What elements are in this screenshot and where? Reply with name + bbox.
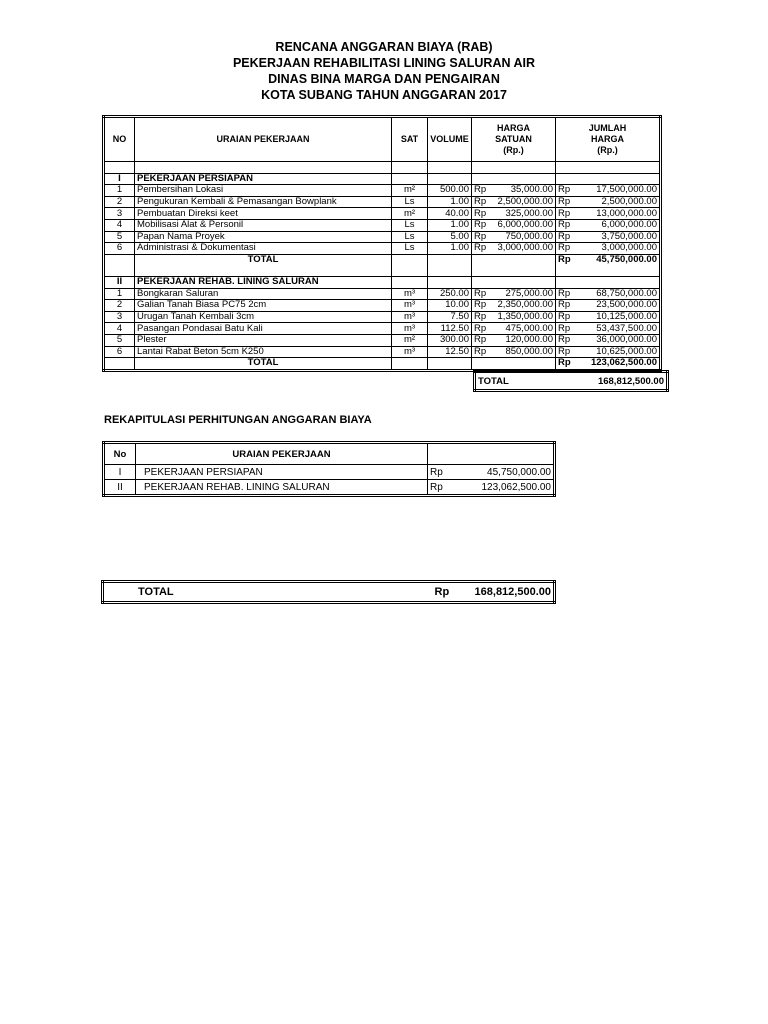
item-jumlah-currency: Rp xyxy=(556,346,574,358)
item-jumlah-currency: Rp xyxy=(556,311,574,323)
item-sat: Ls xyxy=(392,231,428,243)
section-no: II xyxy=(104,276,135,288)
rekap-row-uraian: PEKERJAAN REHAB. LINING SALURAN xyxy=(136,480,428,496)
item-jumlah-currency: Rp xyxy=(556,334,574,346)
table-row xyxy=(104,323,661,335)
section-total-label: TOTAL xyxy=(135,358,392,371)
item-harga-satuan: 2,500,000.00 xyxy=(491,196,556,208)
final-total-label: TOTAL xyxy=(138,586,174,598)
grand-total-label: TOTAL xyxy=(478,375,509,387)
item-uraian: Lantai Rabat Beton 5cm K250 xyxy=(135,346,392,358)
final-total-box xyxy=(101,580,556,604)
section-name: PEKERJAAN REHAB. LINING SALURAN xyxy=(135,276,392,288)
spacer-cell xyxy=(135,265,392,276)
item-uraian: Administrasi & Dokumentasi xyxy=(135,243,392,255)
item-jumlah-currency: Rp xyxy=(556,231,574,243)
table-cell xyxy=(491,254,556,265)
table-cell xyxy=(472,276,491,288)
section-header-row xyxy=(104,173,661,185)
header-harga-line-2: SATUAN xyxy=(495,134,532,144)
item-no: 2 xyxy=(104,300,135,312)
spacer-row xyxy=(104,265,661,276)
grand-total-value: 168,812,500.00 xyxy=(597,375,664,387)
item-harga-satuan: 475,000.00 xyxy=(491,323,556,335)
item-harga-satuan: 850,000.00 xyxy=(491,346,556,358)
final-total-rp: Rp xyxy=(434,586,450,598)
table-row xyxy=(104,480,555,496)
table-cell xyxy=(392,358,428,371)
section-total-value: 123,062,500.00 xyxy=(574,358,661,371)
table-row xyxy=(104,346,661,358)
table-row xyxy=(104,219,661,231)
table-cell xyxy=(428,358,472,371)
item-harga-satuan: 275,000.00 xyxy=(491,288,556,300)
rekap-row-value: 123,062,500.00 xyxy=(458,480,555,496)
rekap-row-rp: Rp xyxy=(428,480,458,496)
rekap-header-uraian: URAIAN PEKERJAAN xyxy=(136,443,428,465)
item-uraian: Galian Tanah Biasa PC75 2cm xyxy=(135,300,392,312)
item-sat: Ls xyxy=(392,219,428,231)
rekap-row-rp: Rp xyxy=(428,465,458,480)
item-no: 6 xyxy=(104,243,135,255)
item-jumlah-harga: 36,000,000.00 xyxy=(574,334,661,346)
item-jumlah-currency: Rp xyxy=(556,185,574,197)
table-row xyxy=(104,311,661,323)
item-sat: m³ xyxy=(392,346,428,358)
item-no: 5 xyxy=(104,334,135,346)
item-jumlah-harga: 10,625,000.00 xyxy=(574,346,661,358)
rekap-title: REKAPITULASI PERHITUNGAN ANGGARAN BIAYA xyxy=(104,414,372,426)
table-row xyxy=(104,243,661,255)
item-no: 4 xyxy=(104,323,135,335)
item-harga-currency: Rp xyxy=(472,334,491,346)
rekap-header-no: No xyxy=(104,443,136,465)
item-no: 2 xyxy=(104,196,135,208)
table-row xyxy=(104,288,661,300)
grand-total-box xyxy=(473,370,669,392)
item-volume: 300.00 xyxy=(428,334,472,346)
item-volume: 5.00 xyxy=(428,231,472,243)
item-harga-currency: Rp xyxy=(472,346,491,358)
table-header-row xyxy=(104,117,661,162)
item-harga-currency: Rp xyxy=(472,300,491,312)
item-volume: 112.50 xyxy=(428,323,472,335)
rekap-row-no: II xyxy=(104,480,136,496)
header-uraian: URAIAN PEKERJAAN xyxy=(135,117,392,162)
spacer-row xyxy=(104,162,661,174)
spacer-cell xyxy=(472,265,491,276)
header-volume: VOLUME xyxy=(428,117,472,162)
item-harga-currency: Rp xyxy=(472,196,491,208)
table-row xyxy=(104,334,661,346)
item-jumlah-harga: 6,000,000.00 xyxy=(574,219,661,231)
section-header-row xyxy=(104,276,661,288)
item-uraian: Mobilisasi Alat & Personil xyxy=(135,219,392,231)
table-cell xyxy=(574,173,661,185)
item-jumlah-harga: 53,437,500.00 xyxy=(574,323,661,335)
spacer-cell xyxy=(556,265,574,276)
item-uraian: Pembuatan Direksi keet xyxy=(135,208,392,220)
header-harga-satuan xyxy=(472,117,556,162)
table-cell xyxy=(472,358,491,371)
item-uraian: Pengukuran Kembali & Pemasangan Bowplank xyxy=(135,196,392,208)
item-sat: m³ xyxy=(392,311,428,323)
table-cell xyxy=(556,276,574,288)
table-cell xyxy=(491,276,556,288)
table-cell xyxy=(428,276,472,288)
item-volume: 10.00 xyxy=(428,300,472,312)
document-title xyxy=(0,39,768,103)
item-jumlah-currency: Rp xyxy=(556,300,574,312)
item-harga-currency: Rp xyxy=(472,185,491,197)
item-no: 4 xyxy=(104,219,135,231)
table-cell xyxy=(428,173,472,185)
rekap-row-no: I xyxy=(104,465,136,480)
item-harga-currency: Rp xyxy=(472,323,491,335)
table-row xyxy=(104,231,661,243)
item-harga-currency: Rp xyxy=(472,219,491,231)
item-harga-satuan: 325,000.00 xyxy=(491,208,556,220)
item-sat: Ls xyxy=(392,243,428,255)
item-volume: 12.50 xyxy=(428,346,472,358)
spacer-cell xyxy=(392,265,428,276)
section-total-row xyxy=(104,254,661,265)
item-jumlah-harga: 68,750,000.00 xyxy=(574,288,661,300)
item-uraian: Papan Nama Proyek xyxy=(135,231,392,243)
item-jumlah-harga: 17,500,000.00 xyxy=(574,185,661,197)
rekap-header-blank xyxy=(428,443,555,465)
item-uraian: Plester xyxy=(135,334,392,346)
table-cell xyxy=(491,358,556,371)
table-row xyxy=(104,196,661,208)
header-jumlah-harga xyxy=(556,117,661,162)
rab-table xyxy=(102,115,662,372)
item-volume: 1.00 xyxy=(428,243,472,255)
item-harga-currency: Rp xyxy=(472,288,491,300)
section-name: PEKERJAAN PERSIAPAN xyxy=(135,173,392,185)
spacer-cell xyxy=(104,265,135,276)
table-row xyxy=(104,185,661,197)
item-sat: m³ xyxy=(392,288,428,300)
table-row xyxy=(104,465,555,480)
table-cell xyxy=(392,254,428,265)
item-harga-currency: Rp xyxy=(472,311,491,323)
rekap-header-row xyxy=(104,443,555,465)
item-jumlah-currency: Rp xyxy=(556,208,574,220)
item-sat: m³ xyxy=(392,323,428,335)
rekap-row-uraian: PEKERJAAN PERSIAPAN xyxy=(136,465,428,480)
item-volume: 500.00 xyxy=(428,185,472,197)
item-harga-satuan: 3,000,000.00 xyxy=(491,243,556,255)
item-volume: 250.00 xyxy=(428,288,472,300)
item-no: 5 xyxy=(104,231,135,243)
section-total-currency: Rp xyxy=(556,358,574,371)
item-no: 1 xyxy=(104,185,135,197)
spacer-cell xyxy=(574,265,661,276)
table-cell xyxy=(472,254,491,265)
item-sat: m² xyxy=(392,334,428,346)
item-jumlah-harga: 23,500,000.00 xyxy=(574,300,661,312)
spacer-cell xyxy=(428,265,472,276)
item-harga-satuan: 6,000,000.00 xyxy=(491,219,556,231)
item-harga-currency: Rp xyxy=(472,231,491,243)
item-volume: 40.00 xyxy=(428,208,472,220)
rekap-row-value: 45,750,000.00 xyxy=(458,465,555,480)
item-volume: 1.00 xyxy=(428,196,472,208)
table-cell xyxy=(556,173,574,185)
item-jumlah-currency: Rp xyxy=(556,323,574,335)
header-harga-line-1: HARGA xyxy=(497,123,530,133)
item-harga-satuan: 2,350,000.00 xyxy=(491,300,556,312)
item-volume: 7.50 xyxy=(428,311,472,323)
title-line-3: DINAS BINA MARGA DAN PENGAIRAN xyxy=(268,72,500,86)
item-jumlah-harga: 2,500,000.00 xyxy=(574,196,661,208)
item-no: 3 xyxy=(104,208,135,220)
section-no: I xyxy=(104,173,135,185)
item-sat: m² xyxy=(392,208,428,220)
spacer-cell xyxy=(491,265,556,276)
header-no: NO xyxy=(104,117,135,162)
item-uraian: Bongkaran Saluran xyxy=(135,288,392,300)
item-jumlah-harga: 13,000,000.00 xyxy=(574,208,661,220)
item-sat: m³ xyxy=(392,300,428,312)
section-total-row xyxy=(104,358,661,371)
item-harga-satuan: 35,000.00 xyxy=(491,185,556,197)
table-cell xyxy=(472,173,491,185)
title-line-2: PEKERJAAN REHABILITASI LINING SALURAN AIR xyxy=(232,56,536,70)
table-cell xyxy=(392,276,428,288)
header-jumlah-line-1: JUMLAH xyxy=(588,123,627,133)
item-uraian: Pembersihan Lokasi xyxy=(135,185,392,197)
header-jumlah-line-2: HARGA xyxy=(591,134,624,144)
table-cell xyxy=(428,254,472,265)
item-sat: m² xyxy=(392,185,428,197)
item-sat: Ls xyxy=(392,196,428,208)
table-row xyxy=(104,208,661,220)
table-cell xyxy=(104,358,135,371)
item-jumlah-currency: Rp xyxy=(556,288,574,300)
item-jumlah-currency: Rp xyxy=(556,196,574,208)
title-line-4: KOTA SUBANG TAHUN ANGGARAN 2017 xyxy=(261,88,507,102)
rekap-table xyxy=(102,441,556,497)
item-jumlah-harga: 3,000,000.00 xyxy=(574,243,661,255)
item-uraian: Urugan Tanah Kembali 3cm xyxy=(135,311,392,323)
item-uraian: Pasangan Pondasai Batu Kali xyxy=(135,323,392,335)
section-total-value: 45,750,000.00 xyxy=(574,254,661,265)
item-harga-currency: Rp xyxy=(472,243,491,255)
item-harga-satuan: 750,000.00 xyxy=(491,231,556,243)
item-harga-satuan: 1,350,000.00 xyxy=(491,311,556,323)
item-jumlah-harga: 10,125,000.00 xyxy=(574,311,661,323)
table-row xyxy=(104,300,661,312)
header-jumlah-line-3: (Rp.) xyxy=(597,145,618,155)
item-jumlah-currency: Rp xyxy=(556,219,574,231)
section-total-label: TOTAL xyxy=(135,254,392,265)
section-total-currency: Rp xyxy=(556,254,574,265)
item-harga-currency: Rp xyxy=(472,208,491,220)
item-jumlah-harga: 3,750,000.00 xyxy=(574,231,661,243)
final-total-value: 168,812,500.00 xyxy=(474,586,551,598)
header-harga-line-3: (Rp.) xyxy=(503,145,524,155)
title-line-1: RENCANA ANGGARAN BIAYA (RAB) xyxy=(275,40,493,54)
item-jumlah-currency: Rp xyxy=(556,243,574,255)
header-sat: SAT xyxy=(392,117,428,162)
table-cell xyxy=(491,173,556,185)
item-no: 1 xyxy=(104,288,135,300)
table-cell xyxy=(392,173,428,185)
table-cell xyxy=(574,276,661,288)
table-cell xyxy=(104,254,135,265)
item-no: 6 xyxy=(104,346,135,358)
item-volume: 1.00 xyxy=(428,219,472,231)
item-no: 3 xyxy=(104,311,135,323)
item-harga-satuan: 120,000.00 xyxy=(491,334,556,346)
